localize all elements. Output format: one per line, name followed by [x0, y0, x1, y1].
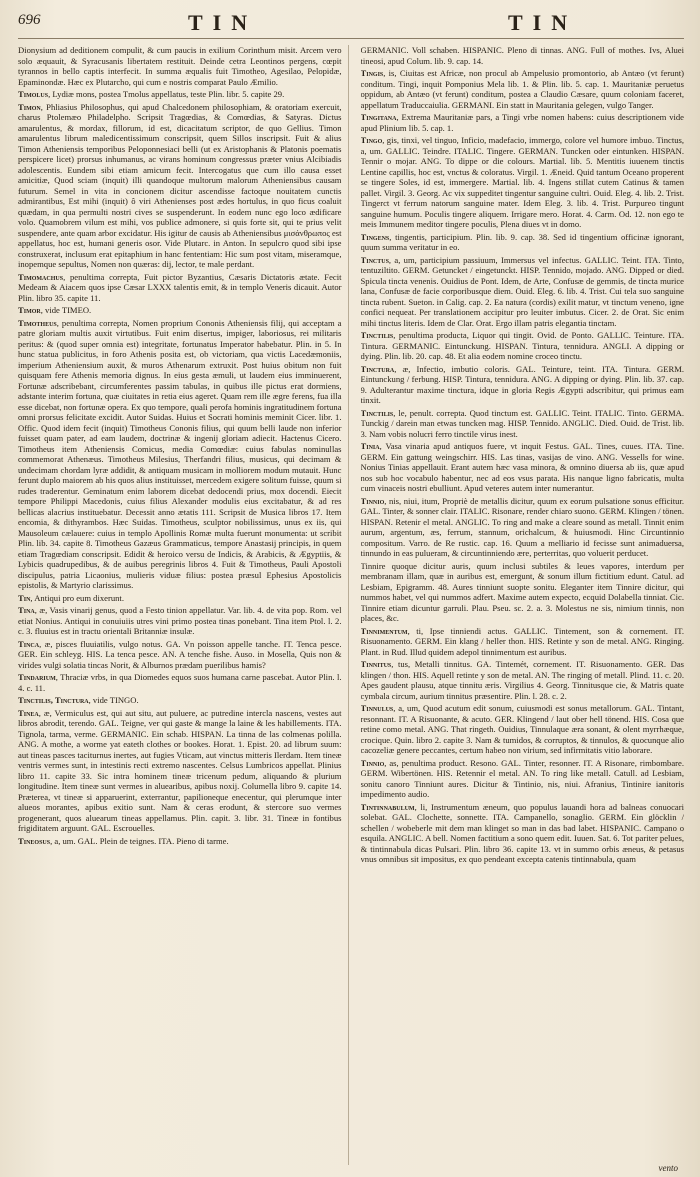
dictionary-entry [361, 626, 685, 658]
entry-text: , a, um, Quod acutum edit sonum, cuiusmodi est sonus metallorum. GAL. Tintant, resonnant. IT. A Risuonante, & acuto. GER. Klingend / laut ober hell tönend. HIS. Cosa que retine como metal. ANG. That ringeth. Ouidius, Tinnulaque æra sonant, & olent myrrhæque, crocique. Quin. libro 2. capite 3. Nam & tumidos, & corruptos, & tinnulos, & quocunque alio cacozeliæ genere peccantes, certum habeo non virium, sed infirmitatis vitio laborare. [360, 703, 684, 755]
page-number: 696 [18, 12, 41, 28]
entry-text: , li, Instrumentum æneum, quo populus lauandi hora ad balneas conuocari solebat. GAL. Clochette, sonnette. ITA. Campanello, sonaglio. GERM. Ein glöcklin / schellen / wobeberle mit dem man klinget so man in das bad labet. HISPANIC. Campano o esquila. ANGLIC. A bell. Nomen factitium a sono quem edit. Iuuen. Sat. 6. Tot pariter pelues, & tintinnabula dicas Pulsari. Plin. libro 36. capite 13. vt in summo orbis æneus, & petasus vnus omnibus sit impositus, ex quo pendeant excepta catenis tintinnabula, quam [360, 801, 684, 864]
dictionary-entry [18, 272, 342, 304]
entry-text: , vide TIMEO. [40, 305, 92, 315]
entry-headword: Tinctus [360, 254, 389, 265]
entry-text: , as, penultima product. Resono. GAL. Tinter, resonner. IT. A Risonare, rimbombare. GERM. Wibertönen. HIS. Retennir el metal. AN. To ring like metall. Catull. ad Lesbiam, sonitu canoro Tinniunt aures. Dicitur & Tintinio, nis, niui. Afranius, Tintinire ianitoris impedimento audio. [360, 757, 684, 799]
entry-text: , æ, Vasis vinarij genus, quod a Festo tinion appellatur. Var. lib. 4. de vita pop. Rom. vel etiat Nonius. Antiqui in conuiuiis utres vini primo postea tinas ponebant. Tina item Ptol. l. 2. c. 3. fluuius est in tractu orientali Britanniæ insulæ. [18, 605, 342, 636]
dictionary-entry [18, 89, 342, 100]
dictionary-entry [361, 408, 685, 440]
entry-text: , a, um, participium passiuum, Immersus vel infectus. GALLIC. Teint. ITA. Tinto, tentuziltito. GERM. Getuncket / eingetunckt. HISP. Tennido, mojado. ANG. Dipped or died. Spicula tincta venenis. Ouidius de Pont. Idem, de Arte, Confusæ de gemmis, de tincta murice lana, Confusæ de facie corporibusque diem. Ouid. Eleg. 6. lib. 4. Trist. Cui tela suo sanguine tincta rubent. Sueton. in Calig. cap. 2. Ea natura (cordis) exilit matur, vt tinctum veneno, igne confici nequeat. Per translationem accipitur pro leuiter imbutus. Cicer. 2. de Orat. Sic enim mihi tinctus literis. Idem de Clar. Orat. Ergo illam patris elegantia tinctam. [360, 254, 684, 328]
entry-text: , Antiqui pro eum dixerunt. [30, 592, 124, 603]
entry-headword: Tingo [360, 135, 383, 145]
entry-text: , æ, Vermiculus est, qui aut situ, aut puluere, ac putredine intercla nascens, vestes aut libros abrodit, terendo. GAL. Teigne, ver qui gaste & mange la laine & les habillements. ITA. Tignola, tarma, verme. GERMANIC. Ein schab. HISPAN. La tinna de las colmenas polilla. ANG. A mothe, a worme yat eateth clothes or bookes. Horat. 1. Epist. 20. ad librum suum: aut tineas pasces taciturnus inertes, aut fugies Vticam, aut vinctus mitteris Ilerdam. Item tineæ ventris vermes sunt, in intestinis recti extremo nascentes. Celsus Lumbricos appellat. Plinius libro 11. capite 33. Sic intra hominem tineæ tricenum pedum, aliquando & plurium longitudine. Item tineæ sunt vermes in aluearibus, apibus noxij. Columella libro 9. capite 14. Præterea, vt tineæ si apparuerint, exterrantur, papilioneque enecentur, qui plerumque inter alueos morantes, apibus exitio sunt. Nam & ceras erodunt, & stercore suo vermes progenerant, quos aluearum tineas appellamus. Plin. capit. 3. libr. 31. Tineæ in fontibus frigiditatem arguunt. GAL. Escrouelles. [18, 707, 342, 833]
dictionary-entry [18, 836, 342, 847]
entry-headword: Tineosus [18, 835, 51, 846]
entry-text: , Phliasius Philosophus, qui apud Chalcedonem philosophiam, & oratoriam exercuit, charus Ptolemæo Philadelpho. Scripsit Tragœdias, & Comœdias, & Satyras. Dictus amarulentus, & mordax, fillorum, id est, dicacitatum scriptor, de quo Gellius. Timon amarulentus librum maledicentissimum conscripsit, quem Sillos inscripsit. Fuit & alius Timon Atheniensis temporibus Peloponnesiaci belli (ut ex Aristophanis & Platonis poematis perspicere licet) prorsus inhumanus, ac virans hominum congressus præter vnius Alcibiadis adolescentis. Eundem sibi etiam amicum fecit. Intercogatus que cum illo causa esset amicitiæ, Quod sciam (inquit) illi quandoque multorum malorum Atheniensibus causam futurum. Semel in vita in concionem dicitur ascendisse factoque nouitatem cunctis admirantibus, Est mihi (inquit) ô viri Athenienses post ædes hortulus, in quo ficus coaluit quædam, in qua permulti nostri cives se suspenderunt. In eodem nunc ego loco ædificare volo. Quamobrem vilum est mihi, vos publice admonere, si quis forte sit, qui te prius velit suspendere, ante quam arbor excidatur. His igitur de causis ab Atheniensibus μισάνθρωπος est appellatus, hoc est, humani generis osor. Vide Plutarc. in Anton. In sepulcro quod sibi ipse construxerat, inclusum erat epitaphium in hanc fententiam: Hic sum post vitam, miseramque, inopemque sepultus, Nomen non quæras: dij, lector, te male perdant. [18, 101, 342, 269]
entry-headword: Tinctura [360, 363, 395, 374]
entry-headword: Tinca [18, 638, 40, 649]
entry-headword: Tintinnabulum [360, 801, 415, 812]
entry-headword: Tinctilis, Tinctura [18, 695, 89, 705]
entry-text: , penultima correpta, Fuit pictor Byzantius, Cæsaris Dictatoris ætate. Fecit Medeam & Aiacem quos ipse Cæsar LXXX talentis emit, & in templo Veneris dicauit. Autor Plin. libro 35. capite 11. [18, 271, 342, 303]
entry-headword: Tina [18, 605, 35, 615]
entry-headword: Timolus [18, 89, 49, 99]
entry-text: Dionysium ad deditionem compulit, & cum paucis in exilium Corinthum misit. Arcem vero solo æquauit, & Syracusanis libertatem restituit. Deinde cetra Leontinos pergens, cœpit tyrannos in bello captis interfecit. In summa æqualis fuit Timotheo, Agesilao, Pelopidæ, Epaminondæ. Hæc ex Plutarcho, qui cum e nostris comparat Paulo Æmilio. [18, 45, 342, 87]
entry-text: , a, um. GAL. Plein de teignes. ITA. Pieno di tarme. [50, 835, 229, 846]
dictionary-entry [18, 305, 342, 316]
running-head-left: TIN [188, 10, 258, 35]
dictionary-entry [361, 364, 685, 406]
entry-text: , vide TINGO. [88, 695, 139, 705]
left-column [18, 45, 349, 1165]
entry-headword: Tinia [360, 441, 380, 451]
dictionary-entry [361, 135, 685, 230]
entry-headword: Tindarium [18, 672, 56, 682]
entry-text: , Extrema Mauritaniæ pars, a Tingi vrbe nomen habens: cuius descriptionem vide apud Plinium lib. 5. cap. 1. [360, 112, 684, 133]
dictionary-entry [18, 45, 342, 87]
entry-headword: Tinnitus [360, 659, 392, 669]
entry-headword: Tinctilis [360, 330, 394, 340]
entry-headword: Timon [18, 101, 41, 112]
entry-text: Tinnire quoque dicitur auris, quum inclusi subtiles & leues vapores, interdum per membranam illam, quæ in auribus est, emergunt, & sonum illum fictitium edunt. Catul. ad Lesbiam, Epigramm. 48. Aures tinniunt suopte sonitu. Eleganter item Tinnire dicitur, qui nummos habet, vel qui nummos adfert. Maxime autem expecto, ecquid Dolabella tinniat. Cic. Tinnire etiam dicuntur garruli. Plau. Pseu. sc. 2. a. 3. Molestus ne sis, nimium tinnis, non places, &c. [360, 560, 684, 623]
dictionary-entry [361, 330, 685, 362]
dictionary-entry [18, 605, 342, 637]
dictionary-entry [18, 708, 342, 834]
dictionary-entry [18, 318, 342, 591]
dictionary-entry [361, 703, 685, 756]
entry-text: GERMANIC. Voll schaben. HISPANIC. Pleno di tinnas. ANG. Full of mothes. Ivs, Aluei tineosi, apud Colum. lib. 9. cap. 14. [360, 45, 684, 66]
running-head-right: TIN [508, 10, 578, 35]
dictionary-entry [361, 232, 685, 253]
entry-text: , ti, Ipse tinniendi actus. GALLIC. Tintement, son & cornement. IT. Risuonamento. GERM. Ein klang / heller thon. HIS. Retinte y son de metal. ANG. Ringing. Plant. in Rud. Illud quidem adepol tinnimentum est auribus. [360, 625, 684, 657]
entry-headword: Tinnimentum [360, 625, 408, 636]
dictionary-entry [18, 593, 342, 604]
entry-headword: Tinnio [360, 495, 385, 506]
catchword: vento [658, 1163, 678, 1173]
entry-text: , penultima producta, Liquor qui tingit. Ovid. de Ponto. GALLIC. Teinture. ITA. Tintura. GERMANIC. Eintunckung. HISPAN. Tintura, tennidura. ANGLI. A dipping or dying. Plin. lib. 20. cap. 48. Et alia eodem nomine croceo tinctu. [360, 330, 684, 361]
dictionary-entry [361, 561, 685, 624]
entry-headword: Tin [18, 592, 31, 603]
dictionary-entry [18, 695, 342, 706]
dictionary-entry [18, 639, 342, 671]
dictionary-entry [361, 758, 685, 800]
dictionary-entry [361, 802, 685, 865]
dictionary-entry [361, 45, 685, 66]
dictionary-entry [361, 659, 685, 701]
entry-text: , æ, Infectio, imbutio coloris. GAL. Teinture, teint. ITA. Tintura. GERM. Eintunckung / ferbung. HISP. Tintura, tennidura. ANG. A dipping or dying. Plin. lib. 37. cap. 9. Adulterantur maxime tinctura, idque in gloria Regis Ægypti adscribitur, qui primus eam tinxit. [360, 363, 684, 405]
dictionary-entry [361, 255, 685, 329]
entry-text: , tus, Metalli tinnitus. GA. Tintemét, cornement. IT. Risuonamento. GER. Das klingen / thon. HIS. Aquell retinte y son de metal. AN. The ringing of metall. Plind. 11. c. 20. Apes gaudent plausu, atque tinnitu æris. Virgilius 4. Georg. Tinnitusque cie, & Matris quate cymbala circum, aurium tinnitus præsentire. Plin. l. 28. c. 2. [360, 659, 684, 701]
entry-headword: Tinea [18, 707, 39, 718]
entry-text: , Thraciæ vrbs, in qua Diomedes equos suos humana carne pascebat. Autor Plin. l. 4. c. 11. [18, 672, 342, 693]
dictionary-entry [18, 672, 342, 693]
entry-text: , æ, pisces fluuiatilis, vulgo notus. GA. Vn poisson appelle tanche. IT. Tenca pesce. GER. Ein schleyg. HIS. La tenca pesce. AN. A tenche fishe. Auso. in Mosella, Quis non & virides vulgi solatia tincas Norit, & Alburnos prædam puerilibus hamis? [18, 638, 342, 670]
entry-text: , Lydiæ mons, postea Tmolus appellatus, teste Plin. libr. 5. capite 29. [48, 89, 285, 99]
dictionary-entry [361, 68, 685, 110]
entry-headword: Tingens [360, 231, 390, 242]
entry-text: , tingentis, participium. Plin. lib. 9. cap. 38. Sed id tingentium officinæ ignorant, quum summa veritatur in eo. [360, 231, 684, 252]
entry-text: , gis, tinxi, vel tinguo, Inficio, madefacio, immergo, colore vel humore imbuo. Tinctus, a, um. GALLIC. Teindre. ITALIC. Tingere. GERMAN. Tuncken oder eintunken. HISPAN. Tennir o mojar. ANG. To dippe or die colours. Martial. lib. 5. Mentitis iuuenem tinctis Lentine capillis, hoc est, vnctus & coloratus. Virgil. 1. Æneid. Quid tantum Oceano properent se tingere Soles, id est, immergere. Martial. lib. 4. Ingens stillat cutem Catinus & tamen pallet. Virgil. 3. Georg. Ac vix suppeditet tingentur sanguine cultri. Ouid. Eleg. 4. lib. 2. Trist. Tingerct vt ferrum natorum sanguine mater. Idem Eleg. 3. lib. 4. Trist. Purpureo tingunt sanguine humum. Poculis tingere aliquem. Irrigare mero. Horat. 4. Carm. Od. 12. non ego te meis Immunem meditor tingere poculis, Plena diues vt in domo. [360, 135, 684, 229]
entry-text: , penultima correpta, Nomen proprium Cononis Atheniensis filij, qui acceptam a patre gloriam multis auxit virtutibus. Fuit enim disertus, impiger, laboriosus, rei militaris peritus: & (quod super omnia est) integritate, fortunatus Imperator habebatur. Plin. in 5. In hunc statua publicitus, in foro Athenis posita est, ob victoriam, qua victis Lacedæmoniis, imperium Atheniensium auxit, & muros Athenarum extruxit. Post huius obitum non fuit quisquam fere Athenis memoria dignus. In eius gesta æmuli, ut laudem eius imminuerent, Fortunæ adscribebant, circumferentes passim tabulas, in quibus ille pictus erat dormiens, adstante interim fortuna, quæ ciuitates in retia eius ageret. Quam rem ille ægre ferens, fua illa esse dicebat, non fortunæ opera. Ex quo tempore, quali perofa hominis ingratitudinem fortuna omni prorsus felicitate excidit. Autor Suidas. Huius et Socrati hominis meminit Cicer. libr. 1. Offic. Quod idem fecit (inquit) Timotheus Cononis filius, qui quum belli laude non inferior fuisset quam pater, ad eam laudem, doctrinæ & ingenij gloriam adiecit. Hactenus Cicero. Timotheus item Atheniensis Comicus, media Comœdiæ: cuius fabulas nominullas commemorat Athenæus. Timotheus Milesius, Therfandri filius, musicus, qui decimam & undecimam chordam lyræ addidit, & antiquam musicam in molliorem modum mutauit. Hunc ferunt duplo maiorem ab his quos alius instituisset, mercedem exigere solitum fuisse, quum si rudes traderentur. Geminatum enim laborem dicebat dedocendi prius, mox docendi. Eiecit tempore Philippi Macedonis, cuius filius Alexander modulis eius excitabatur, & ad res bellicas alacrius instituebatur. Decessit anno ætatis 111. Scripsit de Musica libros 17. Item encomia, & dithyrambos. Hæc Suidas. Timotheus, sculptor nobilissimus, unus ex iis, qui Mausoleum cælauere: cuius in templo Apollinis Romæ multa fuerunt monumenta: ut scribit Plin. lib. 34. capite 8. Timotheus Gazæus Grammaticus, tempore Anastasij principis, in quem etiam Tragœdiam conscripsit. Edidit & heroico versu de Indicis, & Arabicis, & Ægyptiis, & Lybicis quadrupedibus, & de auibus peregrinis libros 4. Fuit & Timotheus, Pauli Apostoli discipulus, patria Licaonius, mulieris viduæ filius: postea præsul Ephesius Apostolicis epistolis, & Martyrio clarissimus. [18, 317, 342, 590]
entry-headword: Tingis [360, 68, 384, 78]
page-header [18, 10, 684, 39]
entry-headword: Timor [18, 305, 41, 315]
entry-text: , le, penult. correpta. Quod tinctum est. GALLIC. Teint. ITALIC. Tinto. GERMA. Tunckig / darein man etwas tuncken mag. HISP. Tennido. ANGLIC. Died. Ouid. de Trist. lib. 3. Nam vobis nolucri ferro tinctile virus inest. [360, 407, 684, 439]
right-column [361, 45, 685, 1165]
dictionary-entry [361, 441, 685, 494]
dictionary-entry [361, 496, 685, 559]
entry-text: , nis, niui, itum, Propriè de metallis dicitur, quum ex eorum pulsatione sonus efficitur. GAL. Tinter, & sonner clair. ITALIC. Risonare, render chiaro suono. GERM. Klingen / tönen. HISPAN. Retenir el metal. ANGLIC. To ring and make a cleare sound as metall. Tinnit enim aurum, argentum, æs, ferrum, stannum, orichalcum, & huiusmodi. Hinc Circuntinnio compositum. Varro. de Re rustic. cap. 16. Quum a melliario id fecisse sunt animaduersa, tinnundo in eas pulueram, & circuntinniendo ære, perterritas, quo voluerit perducet. [360, 495, 684, 558]
entry-headword: Timotheus [18, 317, 57, 328]
entry-headword: Tinnulus [360, 703, 394, 713]
dictionary-entry [361, 112, 685, 133]
entry-headword: Tinnio [360, 757, 385, 768]
entry-text: , Vasa vinaria apud antiquos fuere, vt inquit Festus. GAL. Tines, cuues. ITA. Tine. GERM. Ein gattung weingschirr. HIS. Las tinas, vasijas de vino. ANG. Vessells for wine. Nonius Tinias appellauit. Erant autem hæc vasa minora, & omnino diuersa ab iis, quæ apud nos sub hoc vocabulo habentur, nec ad eos vsus parata. His nanque ligno fabricatis, multa cum vinaceis nostri ebulliunt. Apud veteres autem inter numerantur. [360, 441, 684, 493]
dictionary-entry [18, 102, 342, 270]
entry-headword: Timomachus [18, 271, 64, 282]
entry-text: , is, Ciuitas est Africæ, non procul ab Ampelusio promontorio, ab Antæo (vt ferunt) conditum. Tingi, inquit Pomponius Mela lib. 1. & Plin. lib. 5. cap. 1. Mauritaniæ peruetus oppidum, ab Antæo (vt ferunt) conditum, postea a Claudio Cæsare, quum coloniam faceret, appellatum Traduccaiulia. GERMANI. Ein statt in Mauritania gelegen, vulgo Tanger. [360, 68, 684, 110]
entry-headword: Tinctilis [360, 407, 394, 418]
text-columns [18, 45, 684, 1165]
entry-headword: Tingitana [360, 112, 397, 122]
